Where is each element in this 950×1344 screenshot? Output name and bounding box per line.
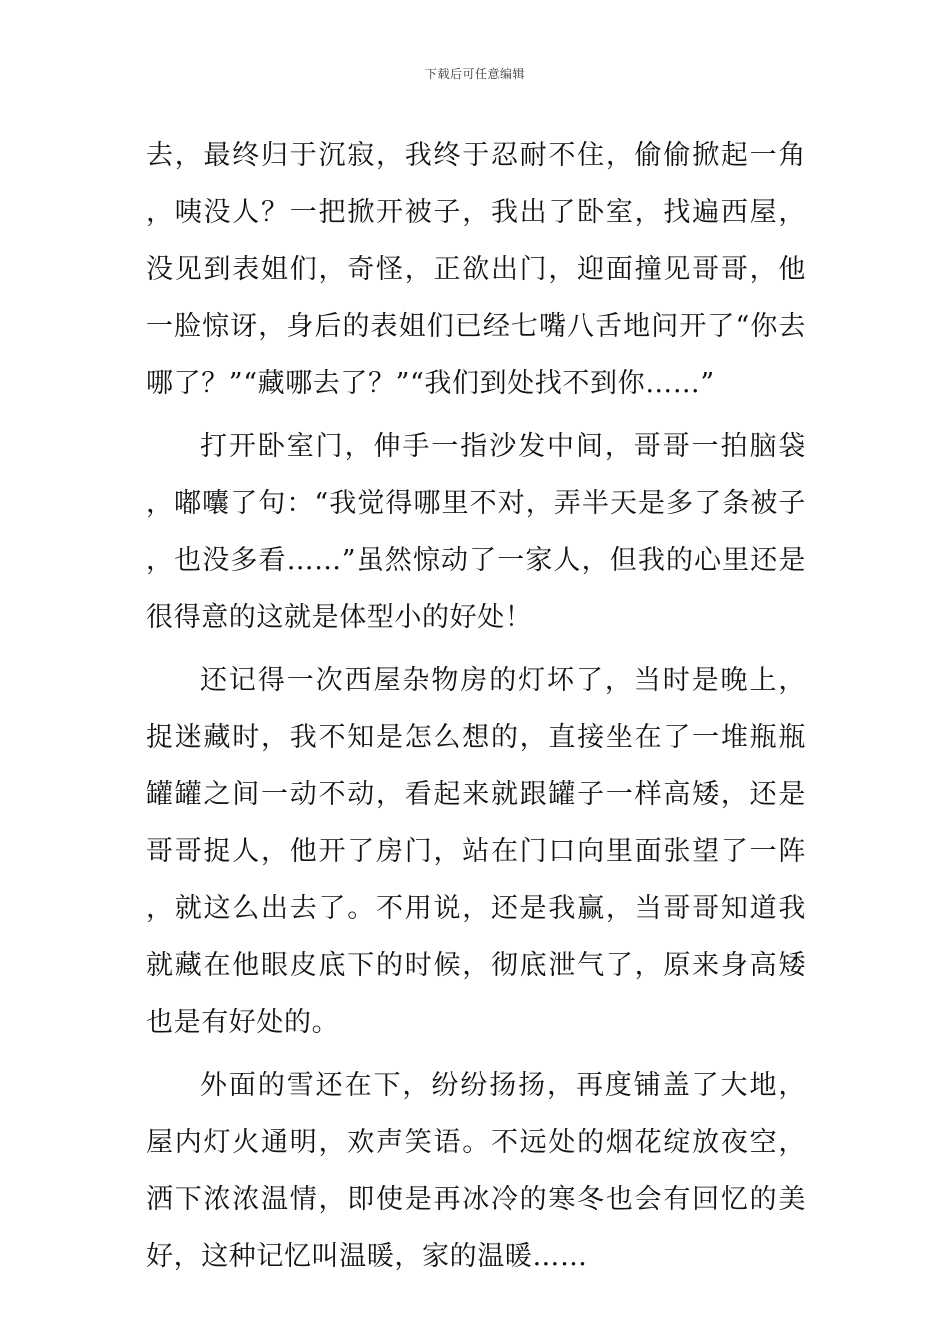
header-note: 下载后可任意编辑 — [424, 67, 525, 81]
paragraph: 还记得一次西屋杂物房的灯坏了，当时是晚上，捉迷藏时，我不知是怎么想的，直接坐在了一堆瓶瓶罐罐之间一动不动，看起来就跟罐子一样高矮，还是哥哥捉人，他开了房门，站在门口向里面张望了一阵，就这么出去了。不用说，还是我赢，当哥哥知道我就藏在他眼皮底下的时候，彻底泄气了，原来身高矮也是有好处的。 — [146, 665, 806, 1038]
paragraph: 打开卧室门，伸手一指沙发中间，哥哥一拍脑袋，嘟囔了句：“我觉得哪里不对，弄半天是多了条被子，也没多看……”虽然惊动了一家人，但我的心里还是很得意的这就是体型小的好处！ — [146, 431, 806, 633]
document-body — [146, 127, 806, 1291]
paragraph: 外面的雪还在下，纷纷扬扬，再度铺盖了大地，屋内灯火通明，欢声笑语。不远处的烟花绽放夜空，洒下浓浓温情，即使是再冰冷的寒冬也会有回忆的美好，这种记忆叫温暖，家的温暖…… — [146, 1070, 806, 1272]
paragraph-continued: 去，最终归于沉寂，我终于忍耐不住，偷偷掀起一角，咦没人？一把掀开被子，我出了卧室，找遍西屋，没见到表姐们，奇怪，正欲出门，迎面撞见哥哥，他一脸惊讶，身后的表姐们已经七嘴八舌地问开了“你去哪了？”“藏哪去了？”“我们到处找不到你……” — [146, 140, 806, 399]
